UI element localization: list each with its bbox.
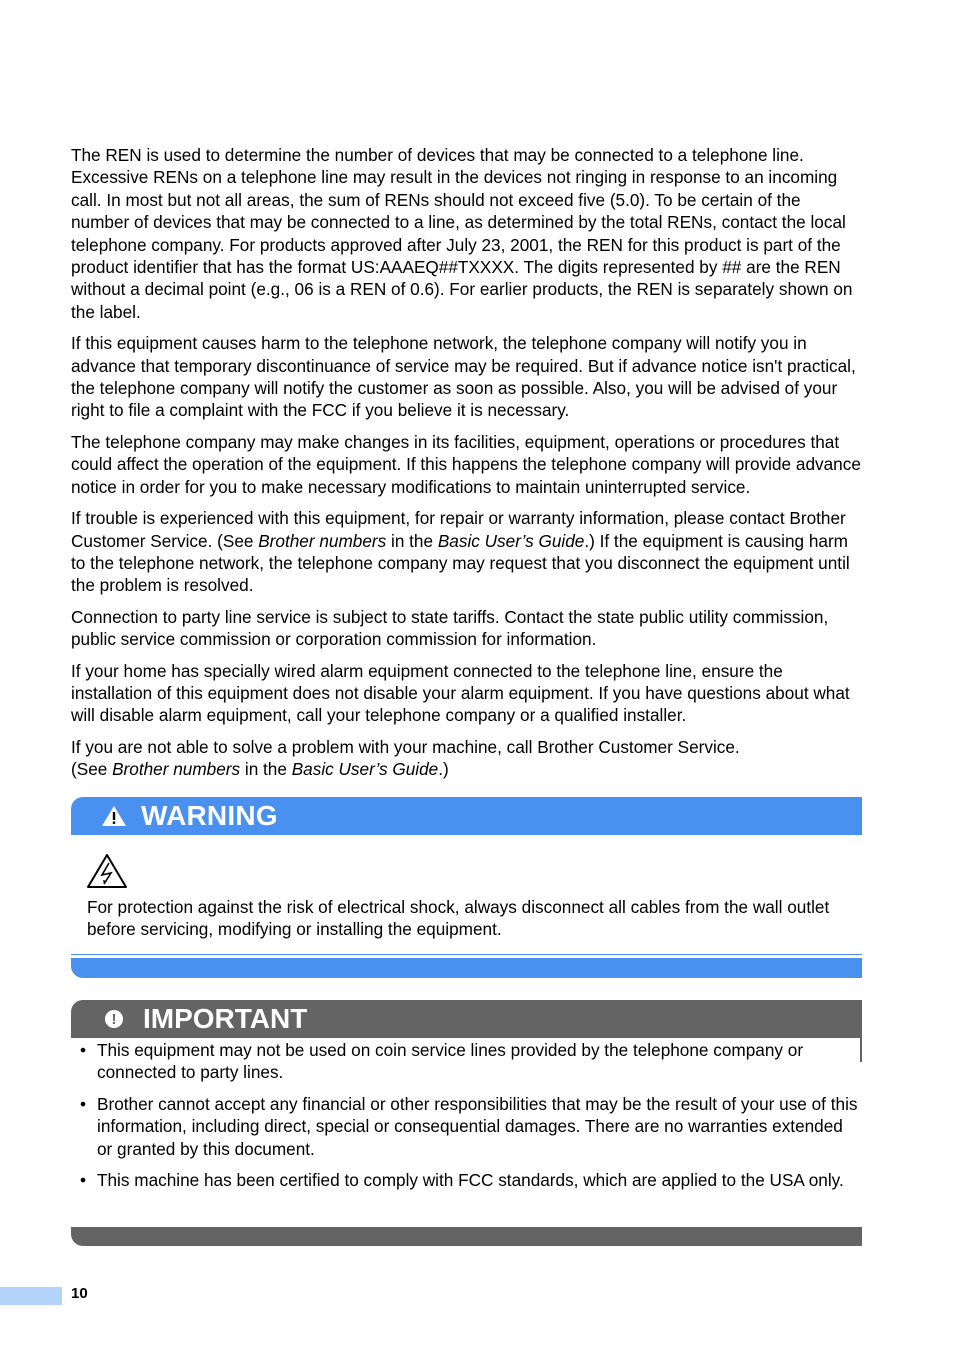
important-item-text: This machine has been certified to comply with FCC standards, which are applied to the USA only.	[97, 1170, 844, 1191]
warning-title: WARNING	[141, 800, 278, 831]
changes-paragraph: The telephone company may make changes in its facilities, equipment, operations or procedures that could affect the operation of the equipment. If this happens the telephone company will provide advance notice in order for you to make necessary modifications to maintain uninterrupted service.	[71, 431, 861, 497]
important-title: IMPORTANT	[143, 1003, 308, 1034]
bullet: •	[80, 1040, 87, 1060]
warning-triangle-icon	[101, 805, 127, 827]
problem-line-1: If you are not able to solve a problem with your machine, call Brother Customer Service.	[71, 736, 740, 757]
trouble-text-1: If trouble is experienced with this equipment, for repair or warranty information, please contact Brother Customer Service. (See	[71, 508, 846, 551]
bullet: •	[80, 1093, 87, 1114]
page-tab-marker	[0, 1287, 62, 1305]
important-header	[71, 1000, 862, 1038]
important-exclamation-icon: !	[105, 1010, 123, 1028]
important-item-text: This equipment may not be used on coin service lines provided by the telephone company or connected to party lines.	[97, 1040, 804, 1083]
brother-numbers-ref-2: Brother numbers	[112, 759, 241, 780]
alarm-paragraph: If your home has specially wired alarm equipment connected to the telephone line, ensure the installation of this equipment does not disable your alarm equipment. If you have questions about what will disable alarm equipment, call your telephone company or a qualified installer.	[71, 660, 850, 726]
warning-footer-bar	[71, 958, 862, 978]
problem-paragraph	[71, 736, 863, 781]
basic-guide-ref: Basic User’s Guide	[437, 530, 585, 551]
party-line-paragraph: Connection to party line service is subject to state tariffs. Contact the state public utility commission, public service commission or corporation commission for information.	[71, 606, 829, 650]
brother-numbers-ref: Brother numbers	[258, 530, 387, 551]
warning-divider	[71, 954, 862, 955]
ren-paragraph: The REN is used to determine the number of devices that may be connected to a telephone line. Excessive RENs on a telephone line may result in the devices not ringing in response to an incoming call. In most but not all areas, the sum of RENs should not exceed five (5.0). To be certain of the number of devices that may be connected to a line, as determined by the total RENs, contact the local telephone company. For products approved after July 23, 2001, the REN for this product is part of the product identifier that has the format US:AAAEQ##TXXXX. The digits represented by ## are the REN without a decimal point (e.g., 06 is a REN of 0.6). For earlier products, the REN is separately shown on the label.	[71, 145, 853, 322]
warning-text: For protection against the risk of electrical shock, always disconnect all cables from the wall outlet before servicing, modifying or installing the equipment.	[87, 897, 830, 940]
trouble-text-3: .) If the equipment is causing harm to the telephone network, the telephone company may request that you disconnect the equipment until the problem is resolved.	[71, 530, 850, 596]
important-footer-bar	[71, 1227, 862, 1246]
trouble-paragraph	[71, 507, 863, 597]
page-number: 10	[71, 1285, 88, 1302]
important-list	[71, 1039, 861, 1200]
basic-guide-ref-2: Basic User’s Guide	[291, 759, 439, 780]
problem-text-3: .)	[438, 759, 449, 780]
list-item	[71, 1039, 861, 1084]
trouble-text-2: in the	[386, 530, 438, 551]
electrical-shock-icon	[86, 853, 128, 889]
important-item-text: Brother cannot accept any financial or other responsibilities that may be the result of your use of this information, including direct, special or consequential damages. There are no warranties extended or granted by this document.	[97, 1093, 858, 1159]
body-text	[71, 144, 863, 790]
problem-text-2: in the	[240, 759, 292, 780]
warning-header	[71, 797, 862, 835]
bullet: •	[80, 1170, 87, 1191]
list-item	[71, 1093, 861, 1160]
list-item	[71, 1169, 861, 1191]
problem-text-1: (See	[71, 759, 113, 780]
harm-paragraph: If this equipment causes harm to the telephone network, the telephone company will notify you in advance that temporary discontinuance of service may be required. But if advance notice isn't practical, the telephone company will notify the customer as soon as possible. Also, you will be advised of your right to file a complaint with the FCC if you believe it is necessary.	[71, 333, 856, 421]
